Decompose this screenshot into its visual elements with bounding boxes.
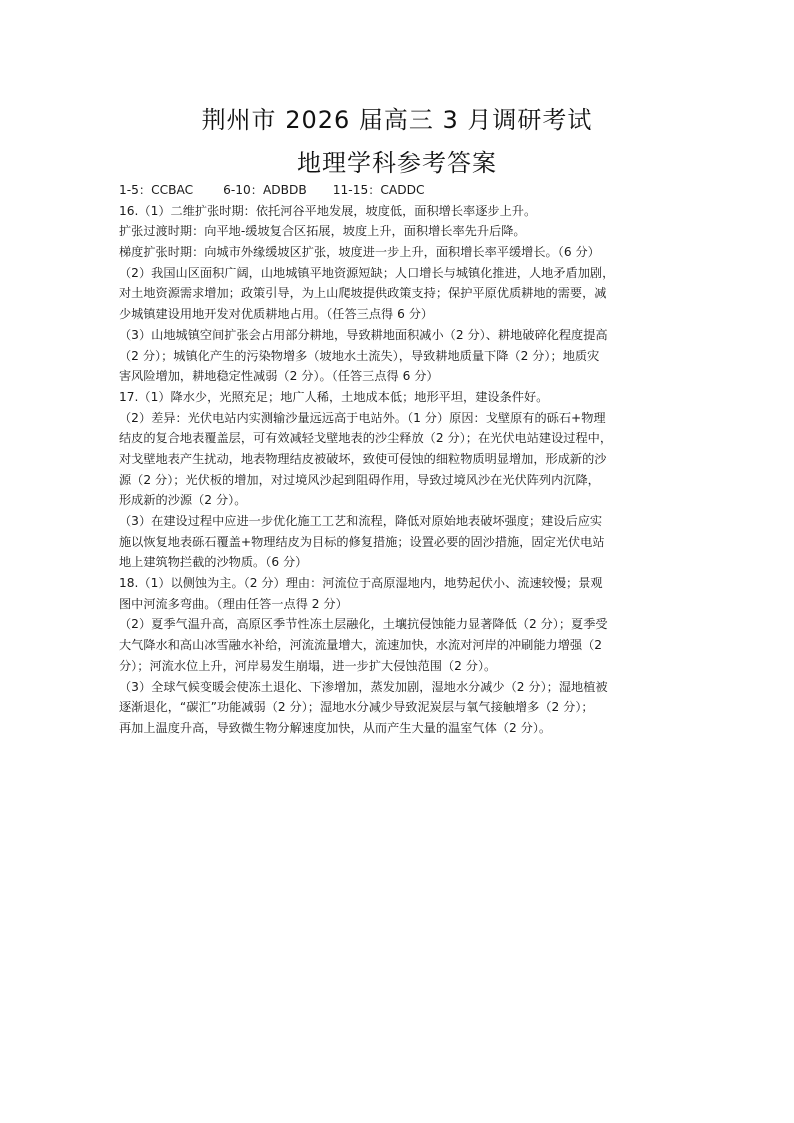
answer-line: 再加上温度升高，导致微生物分解速度加快，从而产生大量的温室气体（2 分）。 xyxy=(119,720,552,735)
choice-answers-11-15: 11-15：CADDC xyxy=(332,183,425,197)
answer-line: （2 分）；城镇化产生的污染物增多（坡地水土流失），导致耕地质量下降（2 分）；地质灾 xyxy=(119,348,600,363)
choice-answers-1-5: 1-5：CCBAC xyxy=(119,183,194,197)
answer-line: 扩张过渡时期：向平地-缓坡复合区拓展，坡度上升，面积增长率先升后降。 xyxy=(119,224,526,239)
answer-line: 施以恢复地表砾石覆盖+物理结皮为目标的修复措施；设置必要的固沙措施，固定光伏电站 xyxy=(119,534,605,549)
answer-line: （2）差异：光伏电站内实测输沙量远远高于电站外。（1 分）原因：戈壁原有的砾石+物理 xyxy=(119,410,606,425)
answer-line: 逐渐退化，“碳汇”功能减弱（2 分）；湿地水分减少导致泥炭层与氧气接触增多（2 分）； xyxy=(119,700,594,715)
answer-line: 对土地资源需求增加；政策引导，为上山爬坡提供政策支持；保护平原优质耕地的需要，减 xyxy=(119,286,607,301)
answer-line: （3）全球气候变暖会使冻土退化、下渗增加，蒸发加剧，湿地水分减少（2 分）；湿地植被 xyxy=(119,679,608,694)
answer-line: （3）山地城镇空间扩张会占用部分耕地，导致耕地面积减小（2 分）、耕地破碎化程度提高 xyxy=(119,327,608,342)
exam-title: 荆州市 2026 届高三 3 月调研考试 xyxy=(201,106,593,134)
answer-line: 分）；河流水位上升，河岸易发生崩塌，进一步扩大侵蚀范围（2 分）。 xyxy=(119,658,497,673)
answer-lines xyxy=(119,201,679,739)
answer-line: 地上建筑物拦截的沙物质。（6 分） xyxy=(119,555,308,570)
answer-line: 梯度扩张时期：向城市外缘缓坡区扩张，坡度进一步上升，面积增长率平缓增长。（6 分） xyxy=(119,245,600,260)
answer-line: 害风险增加，耕地稳定性减弱（2 分）。（任答三点得 6 分） xyxy=(119,369,439,384)
answer-line: 大气降水和高山冰雪融水补给，河流流量增大，流速加快，水流对河岸的冲刷能力增强（2 xyxy=(119,638,603,653)
answer-body xyxy=(119,180,679,739)
answer-line: 少城镇建设用地开发对优质耕地占用。（任答三点得 6 分） xyxy=(119,307,434,322)
answer-line: （3）在建设过程中应进一步优化施工工艺和流程，降低对原始地表破坏强度；建设后应实 xyxy=(119,514,603,528)
answer-line: （2）我国山区面积广阔，山地城镇平地资源短缺；人口增长与城镇化推进，人地矛盾加剧， xyxy=(119,265,615,280)
answer-line: 源（2 分）；光伏板的增加，对过境风沙起到阻碍作用，导致过境风沙在光伏阵列内沉降， xyxy=(119,472,600,487)
answer-line: 结皮的复合地表覆盖层，可有效减轻戈壁地表的沙尘释放（2 分）；在光伏电站建设过程中， xyxy=(119,431,613,446)
choice-answers-line xyxy=(119,180,679,201)
answer-line: 18.（1）以侧蚀为主。（2 分）理由：河流位于高原湿地内，地势起伏小、流速较慢；景观 xyxy=(119,576,603,591)
choice-answers-6-10: 6-10：ADBDB xyxy=(223,183,307,197)
answer-line: （2）夏季气温升高，高原区季节性冻土层融化，土壤抗侵蚀能力显著降低（2 分）；夏季受 xyxy=(119,617,608,632)
answer-line: 16.（1）二维扩张时期：依托河谷平地发展，坡度低，面积增长率逐步上升。 xyxy=(119,203,537,218)
answer-line: 对戈壁地表产生扰动，地表物理结皮被破坏，致使可侵蚀的细粒物质明显增加，形成新的沙 xyxy=(119,451,607,466)
answer-line: 形成新的沙源（2 分）。 xyxy=(119,493,247,508)
answer-line: 图中河流多弯曲。（理由任答一点得 2 分） xyxy=(119,596,348,611)
answer-line: 17.（1）降水少，光照充足；地广人稀，土地成本低；地形平坦，建设条件好。 xyxy=(119,389,549,404)
answer-key-subtitle: 地理学科参考答案 xyxy=(297,149,497,177)
